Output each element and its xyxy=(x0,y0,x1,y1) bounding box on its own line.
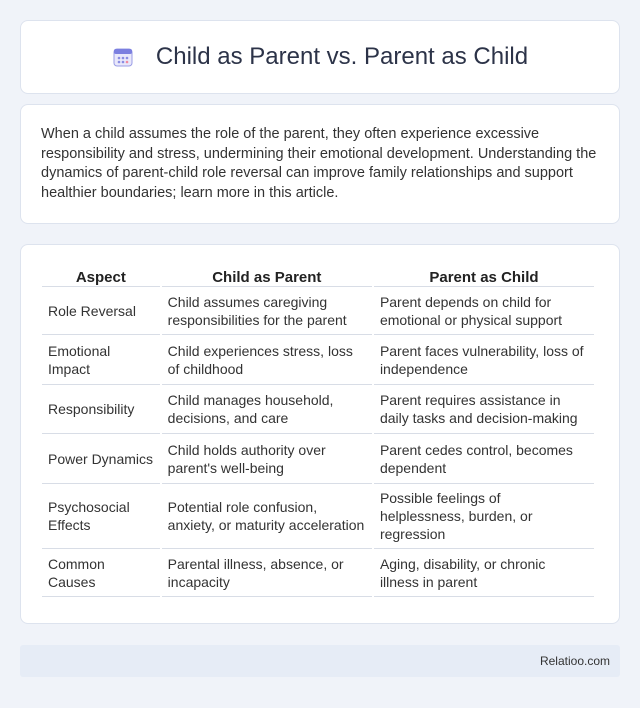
table-row xyxy=(42,549,594,597)
table-cell: Child manages household, decisions, and care xyxy=(162,385,372,434)
comparison-table-card xyxy=(20,244,620,624)
table-row xyxy=(42,434,594,484)
comparison-table xyxy=(40,265,596,597)
table-cell-aspect: Responsibility xyxy=(42,385,160,434)
table-cell: Parental illness, absence, or incapacity xyxy=(162,549,372,597)
intro-card xyxy=(20,104,620,224)
footer-brand[interactable]: Relatioo.com xyxy=(539,654,610,668)
table-cell: Child experiences stress, loss of childhood xyxy=(162,335,372,385)
calendar-icon xyxy=(112,46,134,68)
table-cell: Potential role confusion, anxiety, or maturity acceleration xyxy=(162,484,372,549)
table-cell: Parent faces vulnerability, loss of independence xyxy=(374,335,594,385)
column-header-parent-as-child: Parent as Child xyxy=(374,265,594,287)
table-cell: Parent requires assistance in daily tasks and decision-making xyxy=(374,385,594,434)
table-cell: Possible feelings of helplessness, burden, or regression xyxy=(374,484,594,549)
footer xyxy=(20,645,620,677)
table-cell: Aging, disability, or chronic illness in parent xyxy=(374,549,594,597)
table-cell-aspect: Power Dynamics xyxy=(42,434,160,484)
table-cell: Parent cedes control, becomes dependent xyxy=(374,434,594,484)
table-cell-aspect: Psychosocial Effects xyxy=(42,484,160,549)
table-cell-aspect: Role Reversal xyxy=(42,287,160,335)
table-cell: Child assumes caregiving responsibilities for the parent xyxy=(162,287,372,335)
intro-text: When a child assumes the role of the parent, they often experience excessive responsibility and stress, undermining their emotional development. Understanding the dynamics of parent-child role reversal can improve family relationships and support healthier boundaries; learn more in this article. xyxy=(41,126,597,201)
title-card xyxy=(20,20,620,94)
table-cell-aspect: Common Causes xyxy=(42,549,160,597)
table-cell-aspect: Emotional Impact xyxy=(42,335,160,385)
table-row xyxy=(42,385,594,434)
table-cell: Parent depends on child for emotional or physical support xyxy=(374,287,594,335)
table-cell: Child holds authority over parent's well-being xyxy=(162,434,372,484)
page-title: Child as Parent vs. Parent as Child xyxy=(155,43,529,70)
table-row xyxy=(42,484,594,549)
table-row xyxy=(42,287,594,335)
table-row xyxy=(42,335,594,385)
column-header-child-as-parent: Child as Parent xyxy=(162,265,372,287)
column-header-aspect: Aspect xyxy=(42,265,160,287)
table-header-row xyxy=(42,265,594,287)
